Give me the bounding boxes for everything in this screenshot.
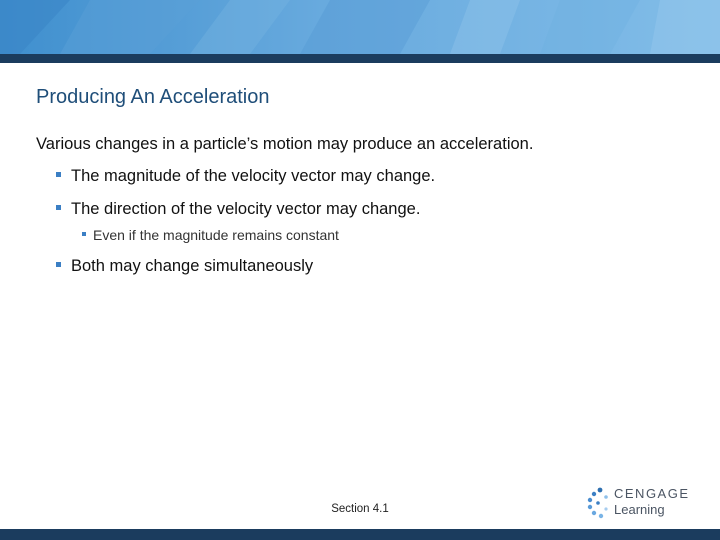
sub-bullet-marker — [82, 232, 86, 236]
sub-bullet-item — [82, 227, 339, 243]
intro-text: Various changes in a particle’s motion may produce an acceleration. — [36, 135, 534, 153]
bullet-item-1 — [56, 167, 435, 186]
bullet-marker — [56, 205, 61, 210]
bullet-text: Both may change simultaneously — [71, 257, 314, 275]
header-rule — [0, 54, 720, 63]
logo-sub-brand: Learning — [614, 502, 665, 517]
footer-bar — [0, 529, 720, 540]
bullet-item-3 — [56, 257, 313, 276]
logo-brand: CENGAGE — [614, 486, 690, 501]
bullet-item-2 — [56, 200, 420, 219]
bullet-marker — [56, 172, 61, 177]
cengage-logo — [586, 485, 696, 521]
bullet-marker — [56, 262, 61, 267]
sub-bullet-text: Even if the magnitude remains constant — [93, 227, 339, 243]
banner-pattern — [0, 0, 720, 54]
slide-footer: Section 4.1 — [331, 503, 389, 515]
bullet-text: The direction of the velocity vector may change. — [71, 200, 421, 218]
cengage-dots-icon — [586, 487, 612, 519]
header-banner — [0, 0, 720, 54]
slide-title: Producing An Acceleration — [36, 86, 270, 108]
bullet-text: The magnitude of the velocity vector may change. — [71, 167, 436, 185]
